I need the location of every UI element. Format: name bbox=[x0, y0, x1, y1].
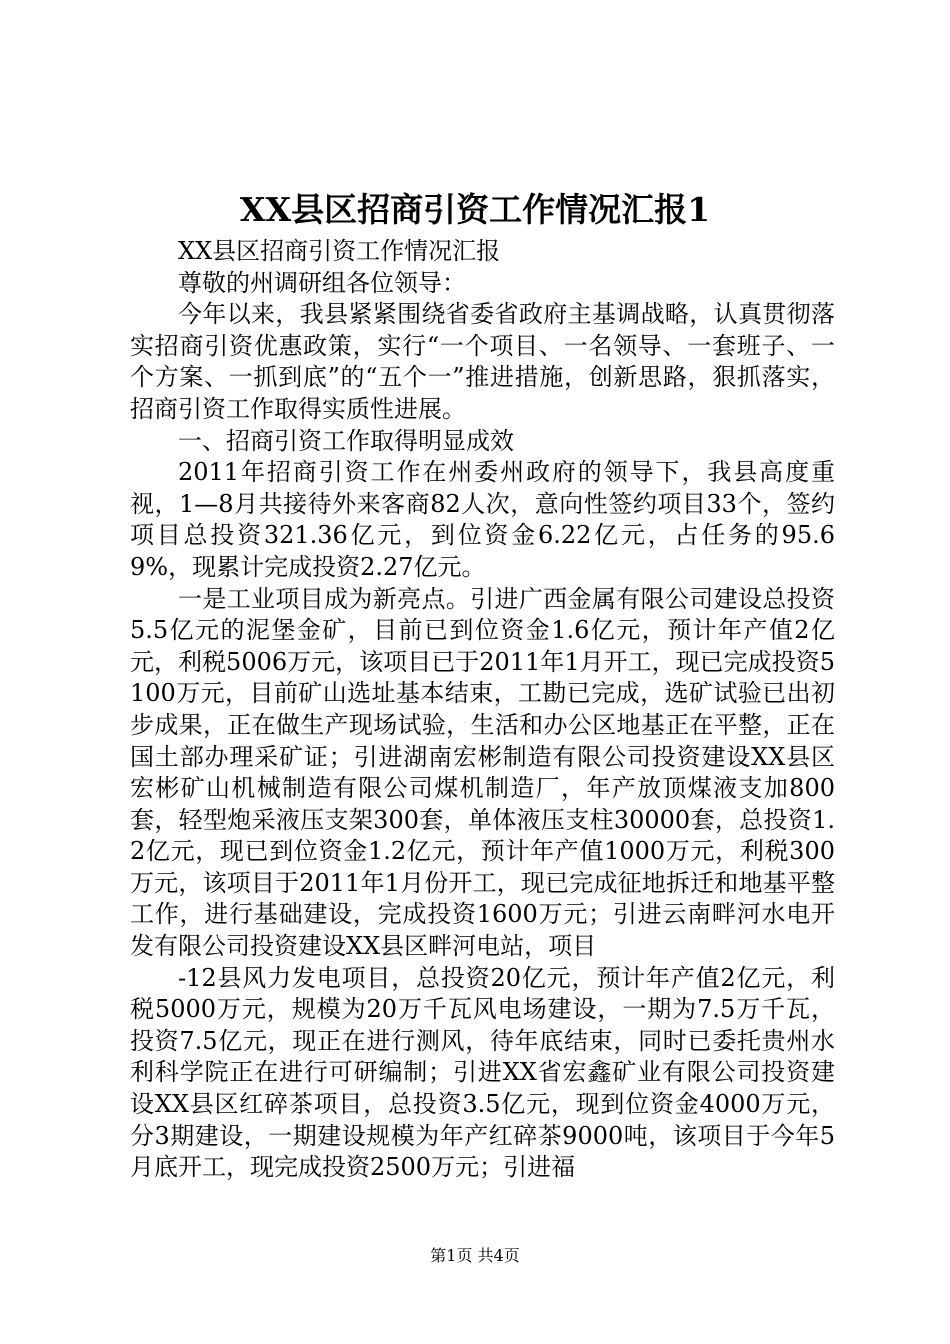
summary-paragraph: 2011年招商引资工作在州委州政府的领导下，我县高度重视，1—8月共接待外来客商82人次，意向性签约项目33个，签约项目总投资321.36亿元，到位资金6.22亿元，占任务的95.69%，现累计完成投资2.27亿元。 bbox=[130, 458, 835, 581]
document-body bbox=[130, 236, 835, 1184]
section-heading: 一、招商引资工作取得明显成效 bbox=[178, 426, 514, 455]
document-title: XX县区招商引资工作情况汇报1 bbox=[239, 190, 711, 229]
intro-paragraph: 今年以来，我县紧紧围绕省委省政府主基调战略，认真贯彻落实招商引资优惠政策，实行“一个项目、一名领导、一套班子、一个方案、一抓到底”的“五个一”推进措施，创新思路，狠抓落实，招商引资工作取得实质性进展。 bbox=[130, 300, 835, 423]
page-footer: 第1页 共4页 bbox=[430, 1246, 520, 1265]
subtitle-paragraph: XX县区招商引资工作情况汇报 bbox=[178, 237, 501, 265]
industrial-projects-paragraph: 一是工业项目成为新亮点。引进广西金属有限公司建设总投资5.5亿元的泥堡金矿，目前已到位资金1.6亿元，预计年产值2亿元，利税5006万元，该项目已于2011年1月开工，现已完成投资5100万元，目前矿山选址基本结束，工勘已完成，选矿试验已出初步成果，正在做生产现场试验，生活和办公区地基正在平整，正在国土部办理采矿证；引进湖南宏彬制造有限公司投资建设XX县区宏彬矿山机械制造有限公司煤机制造厂，年产放顶煤液支加800套，轻型炮采液压支架300套，单体液压支柱30000套，总投资1.2亿元，现已到位资金1.2亿元，预计年产值1000万元，利税300万元，该项目于2011年1月份开工，现已完成征地拆迁和地基平整工作，进行基础建设，完成投资1600万元；引进云南畔河水电开发有限公司投资建设XX县区畔河电站，项目 bbox=[130, 584, 835, 961]
salutation-paragraph: 尊敬的州调研组各位领导： bbox=[178, 268, 466, 297]
wind-power-paragraph: -12县风力发电项目，总投资20亿元，预计年产值2亿元，利税5000万元，规模为20万千瓦风电场建设，一期为7.5万千瓦，投资7.5亿元，现正在进行测风，待年底结束，同时已委托贵州水利科学院正在进行可研编制；引进XX省宏鑫矿业有限公司投资建设XX县区红碎茶项目，总投资3.5亿元，现到位资金4000万元，分3期建设，一期建设规模为年产红碎茶9000吨，该项目于今年5月底开工，现完成投资2500万元；引进福 bbox=[130, 963, 835, 1182]
